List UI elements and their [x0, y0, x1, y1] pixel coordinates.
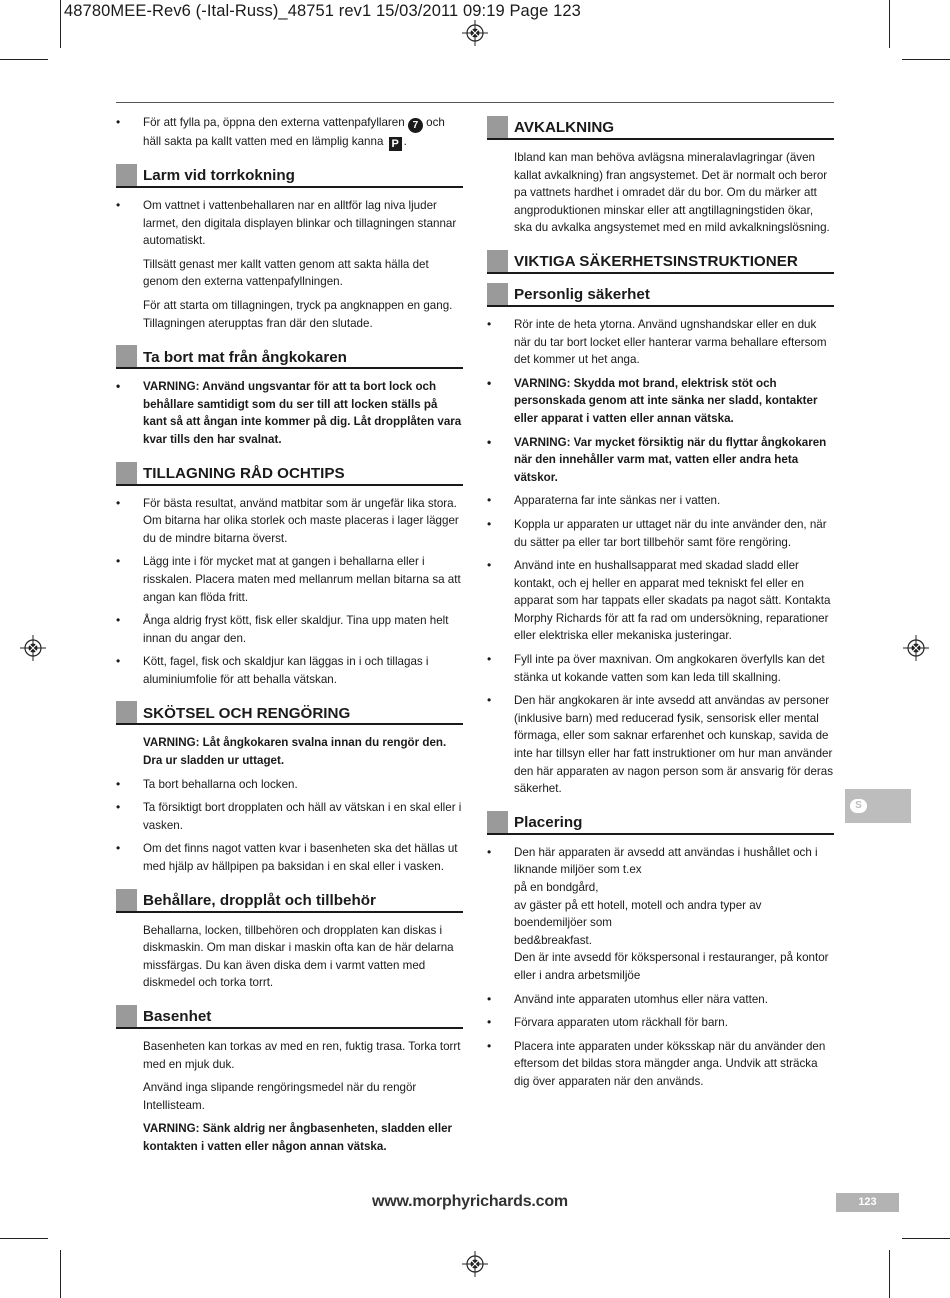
crop-mark	[902, 59, 950, 60]
section-heading	[116, 345, 463, 369]
heading-marker	[116, 164, 137, 186]
heading-text: AVKALKNING	[514, 119, 615, 137]
language-tab	[845, 789, 911, 823]
list-item: • Kött, fagel, fisk och skaldjur kan läggas in i och tillagas i aluminiumfolie för att behalla vätskan.	[116, 653, 463, 688]
heading-marker	[487, 116, 508, 138]
list-item: • Koppla ur apparaten ur uttaget när du inte använder den, när du sätter pa eller tar bort tillbehör samt före rengöring.	[487, 516, 834, 551]
intro-text: .	[403, 135, 407, 148]
crop-mark	[60, 1250, 61, 1298]
heading-text: VIKTIGA SÄKERHETSINSTRUKTIONER	[514, 253, 798, 271]
warning-text: VARNING: Låt ångkokaren svalna innan du rengör den. Dra ur sladden ur uttaget.	[143, 736, 447, 768]
heading-marker	[487, 250, 508, 272]
list-item: • Om vattnet i vattenbehallaren nar en alltför lag niva ljuder larmet, den digitala displayen blinkar och tillagningen stannar automatiskt.	[116, 197, 463, 250]
list-item	[116, 114, 463, 151]
left-column	[116, 114, 463, 1162]
crop-mark	[889, 0, 890, 48]
paragraph: Använd inga slipande rengöringsmedel när du rengör Intellisteam.	[143, 1081, 417, 1112]
list-item: • Lägg inte i för mycket mat at gangen i behallarna eller i risskalen. Placera maten med mellanrum mellan bitarna sa att angan kan flöda fritt.	[116, 553, 463, 606]
section-heading	[487, 811, 834, 835]
heading-text: Larm vid torrkokning	[143, 167, 295, 185]
heading-marker	[116, 462, 137, 484]
section-subheading	[487, 283, 834, 307]
paragraph: Ibland kan man behöva avlägsna mineralavlagringar (även kallat avkalkning) fran angsystemet. Det är normalt och beror pa vattnets hardhet i omradet där du bor. Om du märker att angproduktionen minskar eller att angtillagningstiden ökar, ska du avkalka angsystemet med en mild avkalkningslösning.	[514, 151, 830, 235]
crop-mark	[889, 1250, 890, 1298]
paragraph: För att starta om tillagningen, tryck pa angknappen en gang. Tillagningen aterupptas fran där den slutade.	[143, 298, 453, 330]
crop-mark	[902, 1238, 950, 1239]
section-heading	[116, 701, 463, 725]
heading-text: Behållare, dropplåt och tillbehör	[143, 892, 376, 910]
list-item: • Ånga aldrig fryst kött, fisk eller skaldjur. Tina upp maten helt innan du angar den.	[116, 612, 463, 647]
list-item: • Ta försiktigt bort dropplaten och häll av vätskan i en skal eller i vasken.	[116, 799, 463, 834]
registration-mark-icon	[462, 1251, 488, 1277]
paragraph: Basenheten kan torkas av med en ren, fuktig trasa. Torka torrt med en mjuk duk.	[143, 1040, 461, 1071]
heading-marker	[116, 1005, 137, 1027]
list-item: • Fyll inte pa över maxnivan. Om angkokaren överfylls kan det stänka ut kokande vatten som kan leda till skallning.	[487, 651, 834, 686]
print-slug: 48780MEE-Rev6 (-Ital-Russ)_48751 rev1 15/03/2011 09:19 Page 123	[64, 2, 581, 20]
section-heading	[116, 462, 463, 486]
heading-text: Personlig säkerhet	[514, 286, 650, 304]
heading-text: Ta bort mat från ångkokaren	[143, 348, 347, 366]
section-heading	[116, 1005, 463, 1029]
list-item: • För bästa resultat, använd matbitar som är ungefär lika stora. Om bitarna har olika storlek och maste placeras i lager lägger du de mindre bitarna överst.	[116, 495, 463, 548]
heading-marker	[116, 345, 137, 367]
list-item: • Om det finns nagot vatten kvar i basenheten ska det hällas ut med hjälp av hällpipen pa baksidan i en skal eller i vasken.	[116, 840, 463, 875]
warning-item: • VARNING: Använd ungsvantar för att ta bort lock och behållare samtidigt som du ser till att locken ställs på kant så att ångan inte kommer på dig. Låt dropplåten vara kvar tills den har svalnat.	[116, 378, 463, 448]
section-heading	[487, 116, 834, 140]
paragraph: Behallarna, locken, tillbehören och dropplaten kan diskas i diskmaskin. Om man diskar i maskin ofta kan de här delarna missfärgas. Du kan även diska dem i varmt vatten med diskmedel och torka torrt.	[143, 923, 454, 990]
list-item: • Apparaterna far inte sänkas ner i vatten.	[487, 492, 834, 510]
list-item: • Ta bort behallarna och locken.	[116, 776, 463, 794]
registration-mark-icon	[903, 635, 929, 661]
language-tab-label: S	[850, 799, 867, 813]
crop-mark	[0, 59, 48, 60]
list-item: • Placera inte apparaten under köksskap när du använder den eftersom det bildas stora mängder anga. Undvik att sträcka dig över apparaten när den används.	[487, 1038, 834, 1091]
website-url: www.morphyrichards.com	[372, 1193, 568, 1210]
crop-mark	[60, 0, 61, 48]
section-heading	[116, 164, 463, 188]
heading-text: Basenhet	[143, 1008, 212, 1026]
page-number: 123	[836, 1193, 899, 1212]
section-heading	[116, 889, 463, 913]
list-item: • Den här angkokaren är inte avsedd att användas av personer (inklusive barn) med reducerad fysik, sensorisk eller mental förmaga, eller som saknar erfarenhet och kunskap, savida de inte har tillsyn eller har fatt instruktioner om hur man använder den här apparaten av nagon person som är ansvarig för deras säkerhet.	[487, 692, 834, 798]
intro-text: För att fylla pa, öppna den externa vattenpafyllaren	[143, 116, 405, 129]
heading-text: TILLAGNING RÅD OCHTIPS	[143, 464, 345, 482]
part-letter-badge: P	[389, 137, 402, 151]
list-item: • Använd inte en hushallsapparat med skadad sladd eller kontakt, och ej heller en apparat med tekniskt fel eller en apparat som har tappats eller skadats pa nagot sätt. Kontakta Morphy Richards för att fa rad om undersökning, reparationer eller elektriska eller mekaniska justeringar.	[487, 557, 834, 645]
crop-mark	[0, 1238, 48, 1239]
registration-mark-icon	[462, 20, 488, 46]
heading-text: Placering	[514, 814, 583, 832]
heading-text: SKÖTSEL OCH RENGÖRING	[143, 704, 351, 722]
section-heading	[487, 250, 834, 274]
right-column	[487, 103, 834, 1097]
warning-item: • VARNING: Var mycket försiktig när du flyttar ångkokaren när den innehåller varm mat, vatten eller andra heta vätskor.	[487, 434, 834, 487]
list-item: • Använd inte apparaten utomhus eller nära vatten.	[487, 991, 834, 1009]
list-item: • Rör inte de heta ytorna. Använd ugnshandskar eller en duk när du tar bort locket eller hanterar varma behallare eftersom det kommer ut het anga.	[487, 316, 834, 369]
warning-item: • VARNING: Skydda mot brand, elektrisk stöt och personskada genom att inte sänka ner sladd, kontakter eller apparat i vatten eller annan vätska.	[487, 375, 834, 428]
heading-marker	[116, 889, 137, 911]
intro-text: och häll sakta pa kallt vatten med en lämplig kanna	[143, 116, 445, 148]
part-number-badge: 7	[408, 118, 423, 133]
list-item: • Den här apparaten är avsedd att användas i hushållet och i liknande miljöer som t.ex på en bondgård, av gäster på ett hotell, motell och andra typer av boendemiljöer som bed&breakfast. Den är inte avsedd för kökspersonal i restauranger, på kontor eller i andra arbetsmiljöe	[487, 844, 834, 985]
paragraph: Tillsätt genast mer kallt vatten genom att sakta hälla det genom den externa vattenpafyllningen.	[143, 257, 429, 289]
registration-mark-icon	[20, 635, 46, 661]
heading-marker	[487, 811, 508, 833]
warning-text: VARNING: Sänk aldrig ner ångbasenheten, sladden eller kontakten i vatten eller någon annan vätska.	[143, 1122, 453, 1153]
list-item: • Förvara apparaten utom räckhall för barn.	[487, 1014, 834, 1032]
heading-marker	[116, 701, 137, 723]
heading-marker	[487, 283, 508, 305]
